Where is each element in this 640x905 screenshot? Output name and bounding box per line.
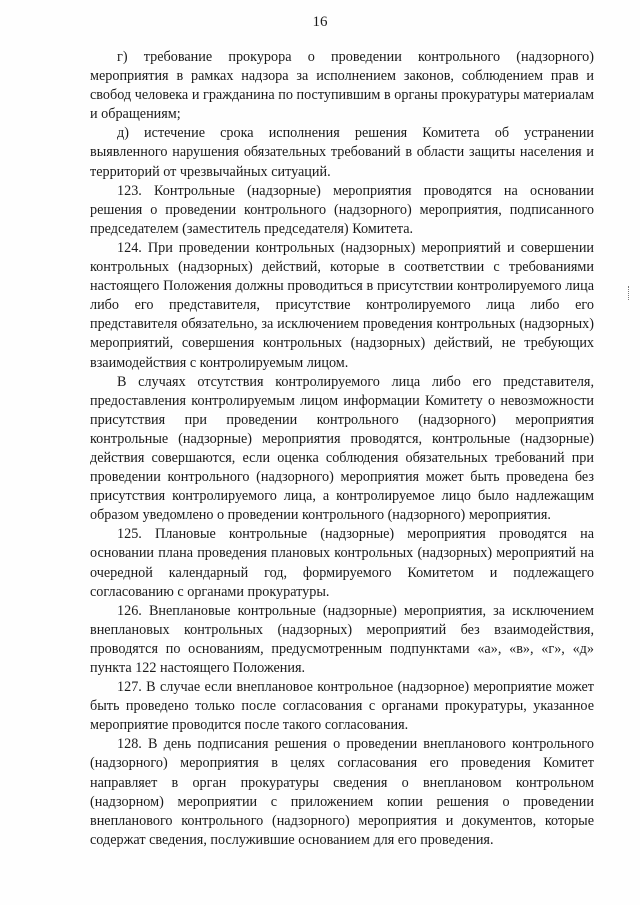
paragraph-124-continued: В случаях отсутствия контролируемого лица либо его представителя, предоставления контролируемым лицом информации Комитету о невозможности присутствия при проведении контрольного (надзорного) мероприятия контрольные (надзорные) мероприятия проводятся, контрольные (надзорные) действия совершаются, если оценка соблюдения обязательных требований при проведении контрольного (надзорного) мероприятия может быть проведена без присутствия контролируемого лица, а контролируемое лицо было надлежащим образом уведомлено о проведении контрольного (надзорного) мероприятия. bbox=[90, 373, 594, 524]
paragraph-127: 127. В случае если внеплановое контрольное (надзорное) мероприятие может быть проведено только после согласования с органами прокуратуры, указанное мероприятие проводится после такого согласования. bbox=[90, 679, 594, 734]
paragraph-124: 124. При проведении контрольных (надзорных) мероприятий и совершении контрольных (надзорных) действий, которые в соответствии с требованиями настоящего Положения должны проводиться в присутствии контролируемого лица либо его представителя, присутствие контролируемого лица либо его представителя обязательно, за исключением проведения контрольных (надзорных) мероприятий, совершения контрольных (надзорных) действий, не требующих взаимодействия с контролируемым лицом. bbox=[90, 239, 594, 371]
paragraph-123: 123. Контрольные (надзорные) мероприятия проводятся на основании решения о проведении контрольного (надзорного) мероприятия, подписанного председателем (заместитель председателя) Комитета. bbox=[90, 182, 594, 237]
paragraph-subitem-g: г) требование прокурора о проведении контрольного (надзорного) мероприятия в рамках надзора за исполнением законов, соблюдением прав и свобод человека и гражданина по поступившим в органы прокуратуры материалам и обращениям; bbox=[90, 49, 594, 123]
scan-edge-mark bbox=[628, 286, 631, 300]
document-body bbox=[90, 48, 594, 850]
paragraph-subitem-d: д) истечение срока исполнения решения Комитета об устранении выявленного нарушения обязательных требований в области защиты населения и территорий от чрезвычайных ситуаций. bbox=[90, 125, 594, 180]
page-number: 16 bbox=[312, 14, 328, 30]
paragraph-125: 125. Плановые контрольные (надзорные) мероприятия проводятся на основании плана проведения плановых контрольных (надзорных) мероприятий на очередной календарный год, формируемого Комитетом и подлежащего согласованию с органами прокуратуры. bbox=[90, 526, 594, 600]
paragraph-126: 126. Внеплановые контрольные (надзорные) мероприятия, за исключением внеплановых контрольных (надзорных) мероприятий без взаимодействия, проводятся по основаниям, предусмотренным подпунктами «а», «в», «г», «д» пункта 122 настоящего Положения. bbox=[90, 602, 594, 676]
paragraph-128: 128. В день подписания решения о проведении внепланового контрольного (надзорного) мероприятия в целях согласования его проведения Комитет направляет в орган прокуратуры сведения о внеплановом контрольном (надзорном) мероприятии с приложением копии решения о проведении внепланового контрольного (надзорного) мероприятия и документов, которые содержат сведения, послужившие основанием для его проведения. bbox=[90, 736, 594, 848]
